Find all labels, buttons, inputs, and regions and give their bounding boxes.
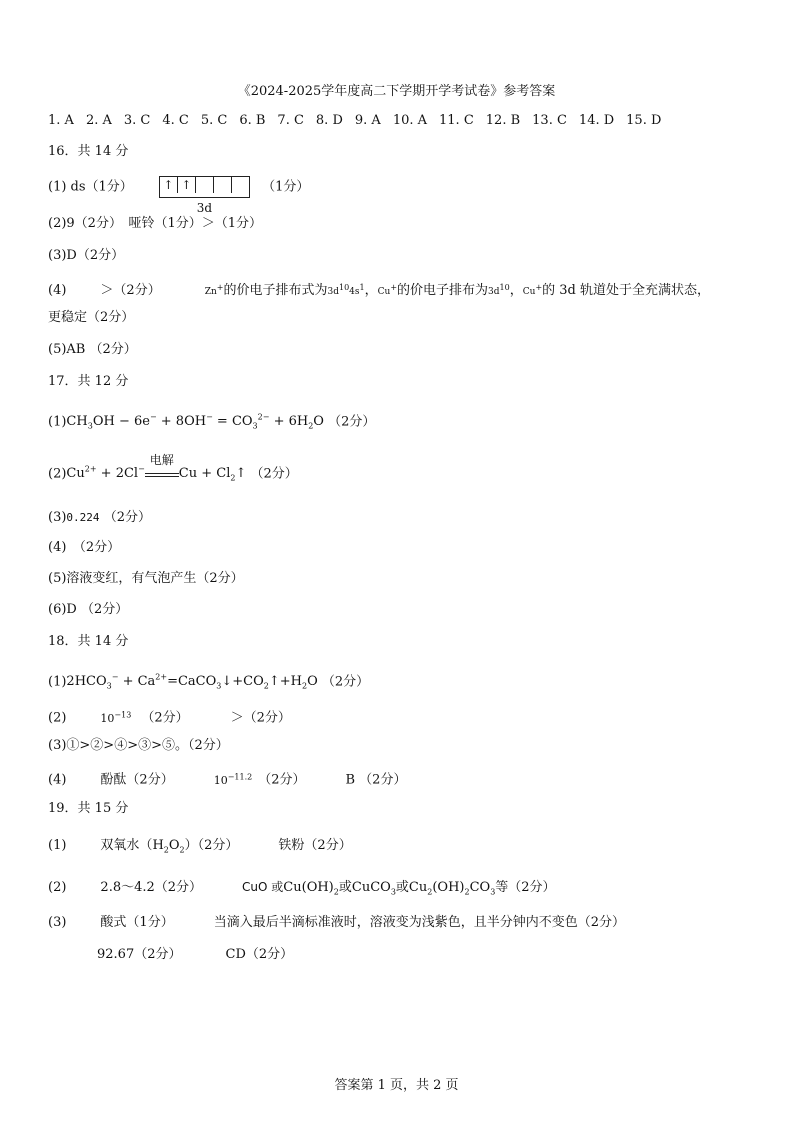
q16-part4-label: (4)	[48, 283, 67, 298]
q18-part3: (3)①>②>④>③>⑤。（2分）	[48, 738, 229, 753]
comma: ，	[364, 283, 378, 298]
orbital-cell: ↑	[160, 177, 178, 193]
mcq-answer: 4. C	[162, 113, 189, 128]
equation-bicarbonate: $2HCO_3^-$ + $Ca^{2+}=CaCO_3↓+CO_2↑+H_2O$	[66, 673, 318, 691]
q19-part2-label: (2)	[48, 880, 67, 895]
q18-part1-score: （2分）	[321, 674, 370, 690]
q19-part3-label: (3)	[48, 915, 67, 930]
q18-part1-label: (1)	[48, 674, 67, 690]
q18-part2-score: （2分）	[141, 710, 189, 726]
q17-part2-score: （2分）	[250, 466, 298, 482]
formula-basic-cuco3: $Cu_2(OH)_2CO_3$	[408, 880, 496, 897]
q17-part6: (6)D （2分）	[48, 602, 129, 617]
q17-part3-label: (3)	[48, 510, 67, 525]
q17-part5: (5)溶液变红，有气泡产生（2分）	[48, 571, 244, 586]
q19-part2	[48, 877, 556, 903]
q19-part3-choice: CD（2分）	[225, 947, 294, 962]
formula-h2o2: $H_2O_2$	[152, 838, 185, 855]
mcq-answer: 2. A	[85, 113, 112, 128]
page-title: 《2024-2025学年度高二下学期开学考试卷》参考答案	[237, 84, 556, 99]
q18-part4-answer: B （2分）	[345, 772, 407, 788]
q19-part1-label: (1)	[48, 838, 67, 853]
q18-part2	[48, 705, 291, 729]
q19-part3-answer: 酸式（1分）	[100, 915, 174, 930]
q19-part1	[48, 836, 352, 861]
equation-methanol: $CH_3OH - 6e^- + 8OH^- = CO_3^{2-} + 6H_2O$	[66, 413, 324, 431]
mcq-answer: 14. D	[578, 113, 615, 128]
mcq-answer: 5. C	[200, 113, 228, 128]
orbital-cell	[232, 177, 249, 193]
q18-part4-label: (4)	[48, 772, 67, 788]
orbital-cell: ↑	[178, 177, 196, 193]
q16-part1	[48, 176, 310, 215]
q19-part1-answer2: 铁粉（2分）	[278, 838, 352, 853]
q19-part2-range: 2.8～4.2（2分）	[100, 880, 203, 895]
mcq-answer: 3. C	[123, 113, 151, 128]
q19-part2-score: 等（2分）	[495, 880, 556, 895]
orbital-cell	[196, 177, 214, 193]
q17-part1-label: (1)	[48, 414, 67, 430]
q16-part5: (5)AB （2分）	[48, 342, 137, 357]
q18-part2-answer: ＞（2分）	[230, 710, 291, 726]
ion-zn: Zn+	[204, 283, 224, 297]
mcq-answer: 13. C	[532, 113, 567, 128]
q18-part4-score: （2分）	[258, 772, 306, 788]
mcq-answer: 7. C	[277, 113, 304, 128]
mcq-answer: 10. A	[392, 113, 428, 128]
q19-heading: 19．共 15 分	[48, 801, 129, 816]
q17-heading: 17．共 12 分	[48, 374, 129, 389]
orbital-cell	[214, 177, 232, 193]
q17-part4: (4) （2分）	[48, 540, 121, 555]
q16-part1-score: （1分）	[262, 179, 310, 195]
q19-part1-text: 双氧水（	[100, 838, 153, 853]
q16-part3: (3)D（2分）	[48, 248, 125, 263]
q16-part4-text: 的价电子排布式为	[223, 283, 328, 298]
q19-part2-text: CuO 或	[242, 880, 284, 894]
q17-part3-value: 0.224	[66, 511, 100, 524]
q19-part3-cont	[97, 945, 293, 965]
q18-part1	[48, 668, 369, 697]
q16-part4-text: 的价电子排布为	[397, 283, 489, 298]
q18-part4	[48, 767, 406, 791]
mcq-answer-row	[48, 111, 673, 131]
q16-part4-text: 的 3d 轨道处于全充满状态，	[542, 283, 710, 298]
q18-part2-label: (2)	[48, 710, 67, 726]
mcq-answer: 1. A	[48, 113, 74, 128]
q17-part1	[48, 408, 375, 437]
q16-part1-text: (1) ds（1分）	[48, 179, 133, 195]
orbital-box	[159, 176, 250, 198]
equation-electrolysis: $Cu^{2+} + 2Cl^-$ 电解 $Cu + Cl_2↑$	[66, 466, 246, 481]
orbital-diagram	[159, 176, 250, 215]
config-zn: $3d^{10}4s^1$	[327, 283, 365, 297]
mcq-answer: 12. B	[485, 113, 521, 128]
q18-heading: 18．共 14 分	[48, 634, 129, 649]
q19-part2-or: 或	[395, 880, 409, 895]
reaction-condition: 电解	[149, 453, 174, 468]
q19-part3-purity: 92.67（2分）	[97, 947, 182, 962]
q17-part2-label: (2)	[48, 466, 67, 482]
q16-heading: 16．共 14 分	[48, 144, 129, 159]
q19-part3	[48, 913, 625, 933]
formula-cuco3: CuCO$_3$	[351, 880, 396, 897]
mcq-answer: 6. B	[239, 113, 266, 128]
q18-part2-value: $10^{-13}$	[100, 710, 132, 725]
q16-part2: (2)9（2分） 哑铃（1分）＞（1分）	[48, 216, 262, 231]
page-footer: 答案第 1 页，共 2 页	[334, 1078, 459, 1093]
formula-cuoh2: $Cu(OH)_2$	[283, 880, 339, 897]
q19-part3-endpoint: 当滴入最后半滴标准液时，溶液变为浅紫色，且半分钟内不变色（2分）	[213, 915, 625, 930]
q19-part1-score: ）（2分）	[184, 838, 239, 853]
mcq-answer: 11. C	[439, 113, 474, 128]
comma: ，	[509, 283, 523, 298]
mcq-answer: 15. D	[626, 113, 662, 128]
q16-part4	[48, 278, 710, 302]
orbital-label: 3d	[196, 201, 213, 215]
q18-part4-value: $10^{-11.2}$	[213, 772, 253, 787]
ion-cu: Cu+	[522, 283, 543, 297]
q17-part3	[48, 508, 151, 528]
ion-cu: Cu+	[377, 283, 398, 297]
mcq-answer: 8. D	[315, 113, 343, 128]
mcq-answer: 9. A	[354, 113, 381, 128]
q18-part4-indicator: 酚酞（2分）	[100, 772, 174, 788]
config-cu: $3d^{10}$	[488, 283, 510, 297]
q17-part2	[48, 453, 298, 489]
q16-part4-cont: 更稳定（2分）	[48, 310, 135, 325]
q17-part1-score: （2分）	[328, 414, 376, 430]
q16-part4-answer: ＞（2分）	[100, 283, 161, 298]
q17-part3-score: （2分）	[103, 510, 151, 525]
q19-part2-or: 或	[338, 880, 352, 895]
